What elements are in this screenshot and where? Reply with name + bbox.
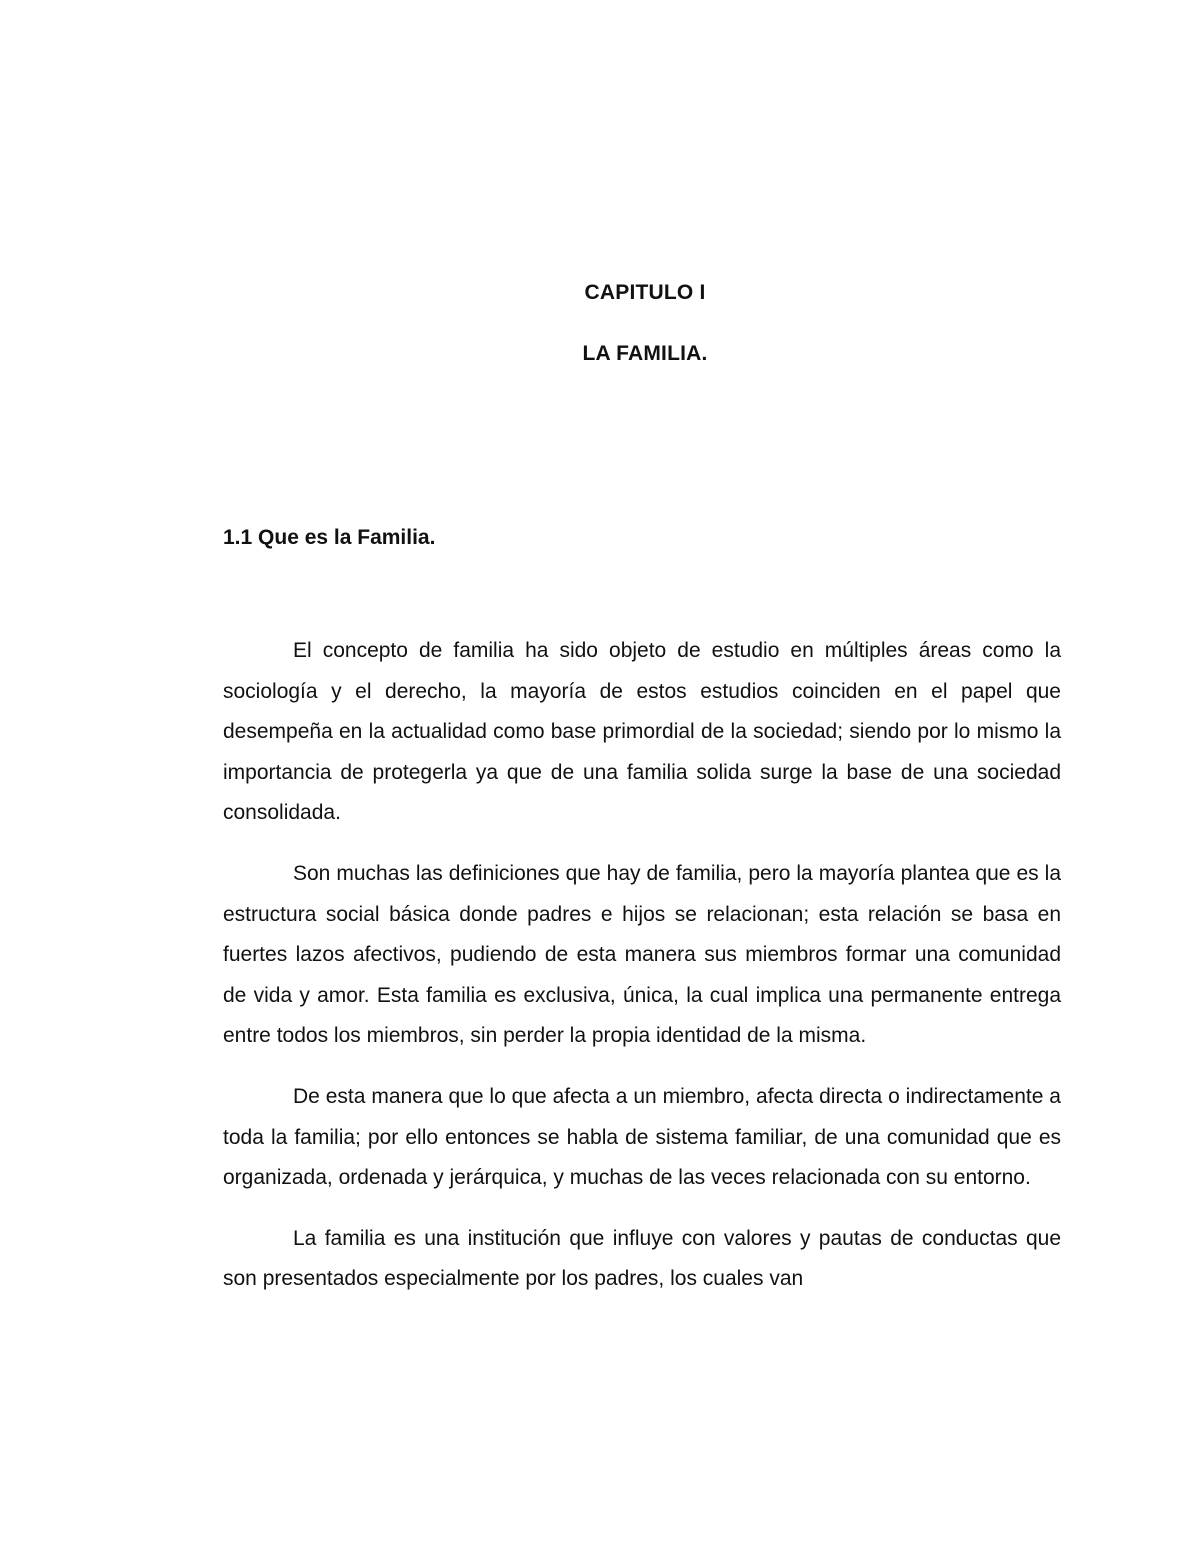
chapter-number: CAPITULO I xyxy=(584,281,706,304)
paragraph-family-concept: El concepto de familia ha sido objeto de estudio en múltiples áreas como la sociología y el derecho, la mayoría de estos estudios coinciden en el papel que desempeña en la actualidad como base primordial de la sociedad; siendo por lo mismo la importancia de protegerla ya que de una familia solida surge la base de una sociedad consolidada. xyxy=(223,639,1061,825)
paragraph-family-definitions: Son muchas las definiciones que hay de familia, pero la mayoría plantea que es la estructura social básica donde padres e hijos se relacionan; esta relación se basa en fuertes lazos afectivos, pudiendo de esta manera sus miembros formar una comunidad de vida y amor. Esta familia es exclusiva, única, la cual implica una permanente entrega entre todos los miembros, sin perder la propia identidad de la misma. xyxy=(223,861,1061,1048)
section-heading: 1.1 Que es la Familia. xyxy=(223,526,436,549)
paragraph-family-institution: La familia es una institución que influye con valores y pautas de conductas que son presentados especialmente por los padres, los cuales van xyxy=(223,1226,1061,1291)
body-text xyxy=(223,631,1061,1320)
paragraph-family-system: De esta manera que lo que afecta a un miembro, afecta directa o indirectamente a toda la familia; por ello entonces se habla de sistema familiar, de una comunidad que es organizada, ordenada y jerárquica, y muchas de las veces relacionada con su entorno. xyxy=(223,1084,1061,1190)
chapter-title: LA FAMILIA. xyxy=(582,342,708,365)
